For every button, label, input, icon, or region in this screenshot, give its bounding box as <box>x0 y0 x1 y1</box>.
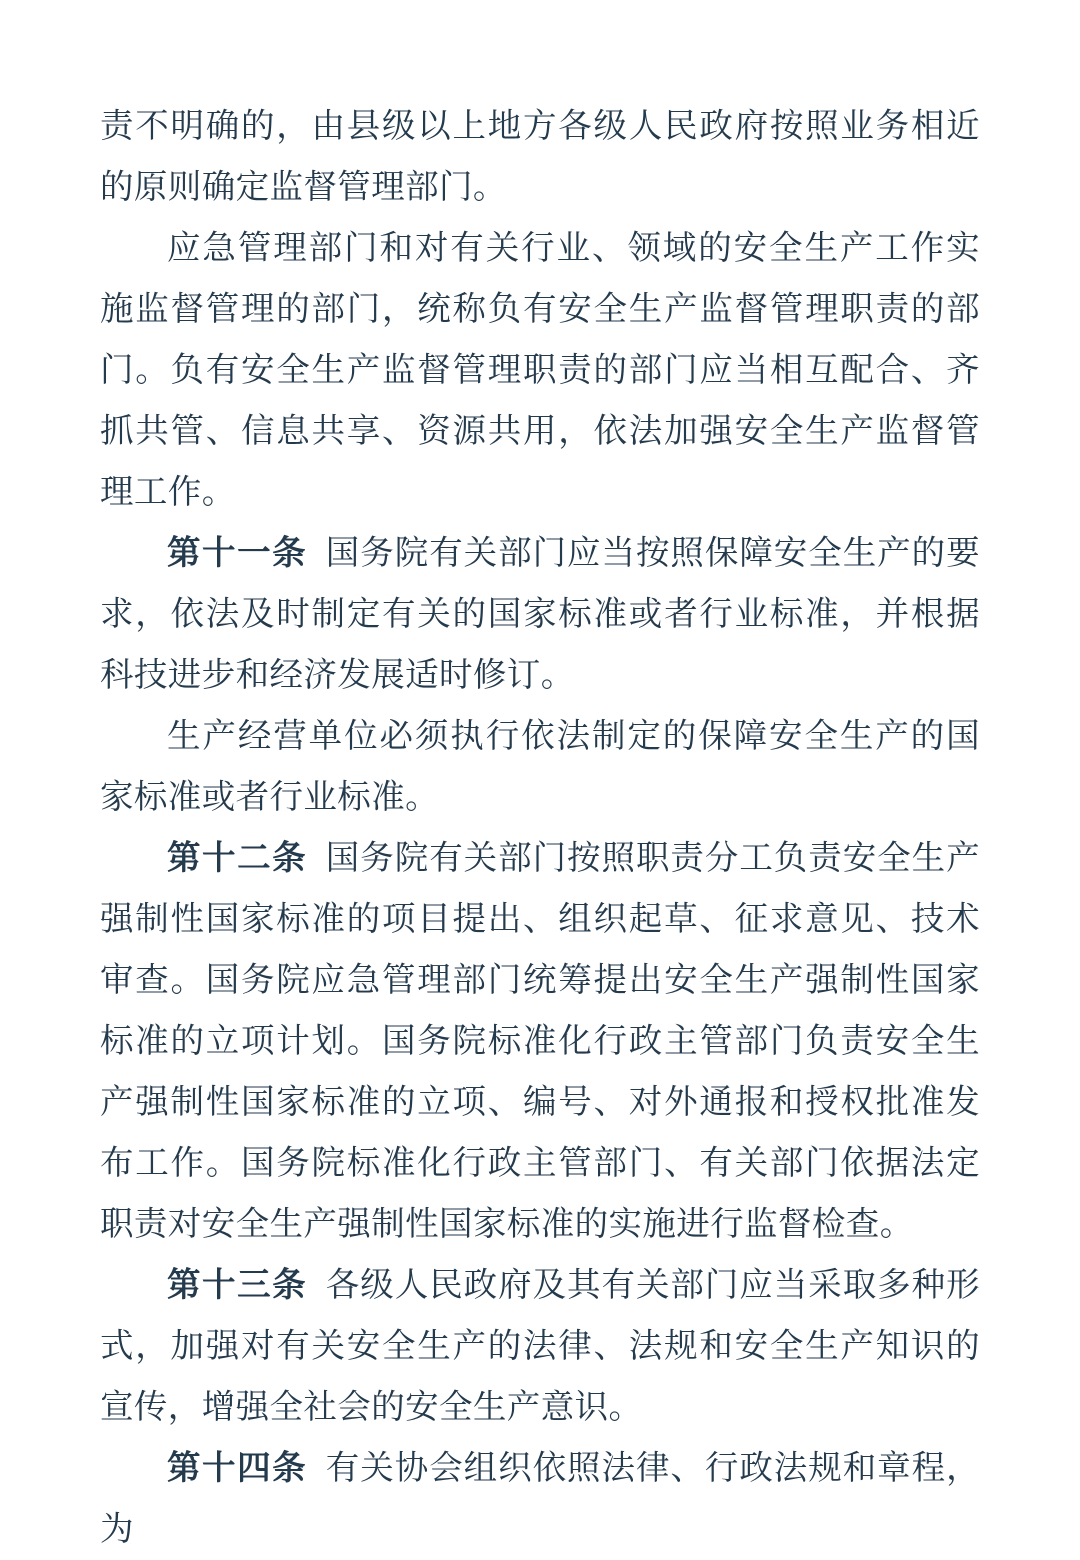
paragraph-article-12 <box>100 828 980 1255</box>
article-number-label: 第十一条 <box>167 535 308 572</box>
paragraph-continuation <box>100 96 980 218</box>
paragraph-text: 国务院有关部门按照职责分工负责安全生产强制性国家标准的项目提出、组织起草、征求意见、技术审查。国务院应急管理部门统筹提出安全生产强制性国家标准的立项计划。国务院标准化行政主管部门负责安全生产强制性国家标准的立项、编号、对外通报和授权批准发布工作。国务院标准化行政主管部门、有关部门依据法定职责对安全生产强制性国家标准的实施进行监督检查。 <box>100 840 980 1243</box>
paragraph-text: 应急管理部门和对有关行业、领域的安全生产工作实施监督管理的部门，统称负有安全生产监督管理职责的部门。负有安全生产监督管理职责的部门应当相互配合、齐抓共管、信息共享、资源共用，依法加强安全生产监督管理工作。 <box>100 230 980 511</box>
document-text-body <box>100 96 980 1560</box>
article-number-label: 第十三条 <box>167 1267 308 1304</box>
paragraph-text: 有关协会组织依照法律、行政法规和章程，为 <box>100 1450 980 1548</box>
paragraph-article-11-b <box>100 706 980 828</box>
paragraph-text: 各级人民政府及其有关部门应当采取多种形式，加强对有关安全生产的法律、法规和安全生产知识的宣传，增强全社会的安全生产意识。 <box>100 1267 980 1426</box>
paragraph-article-13 <box>100 1255 980 1438</box>
paragraph-text: 责不明确的，由县级以上地方各级人民政府按照业务相近的原则确定监督管理部门。 <box>100 108 980 206</box>
paragraph-emergency-departments <box>100 218 980 523</box>
paragraph-article-14 <box>100 1438 980 1560</box>
article-number-label: 第十四条 <box>167 1450 308 1487</box>
paragraph-article-11 <box>100 523 980 706</box>
paragraph-text: 生产经营单位必须执行依法制定的保障安全生产的国家标准或者行业标准。 <box>100 718 980 816</box>
article-number-label: 第十二条 <box>167 840 308 877</box>
paragraph-text: 国务院有关部门应当按照保障安全生产的要求，依法及时制定有关的国家标准或者行业标准，并根据科技进步和经济发展适时修订。 <box>100 535 980 694</box>
